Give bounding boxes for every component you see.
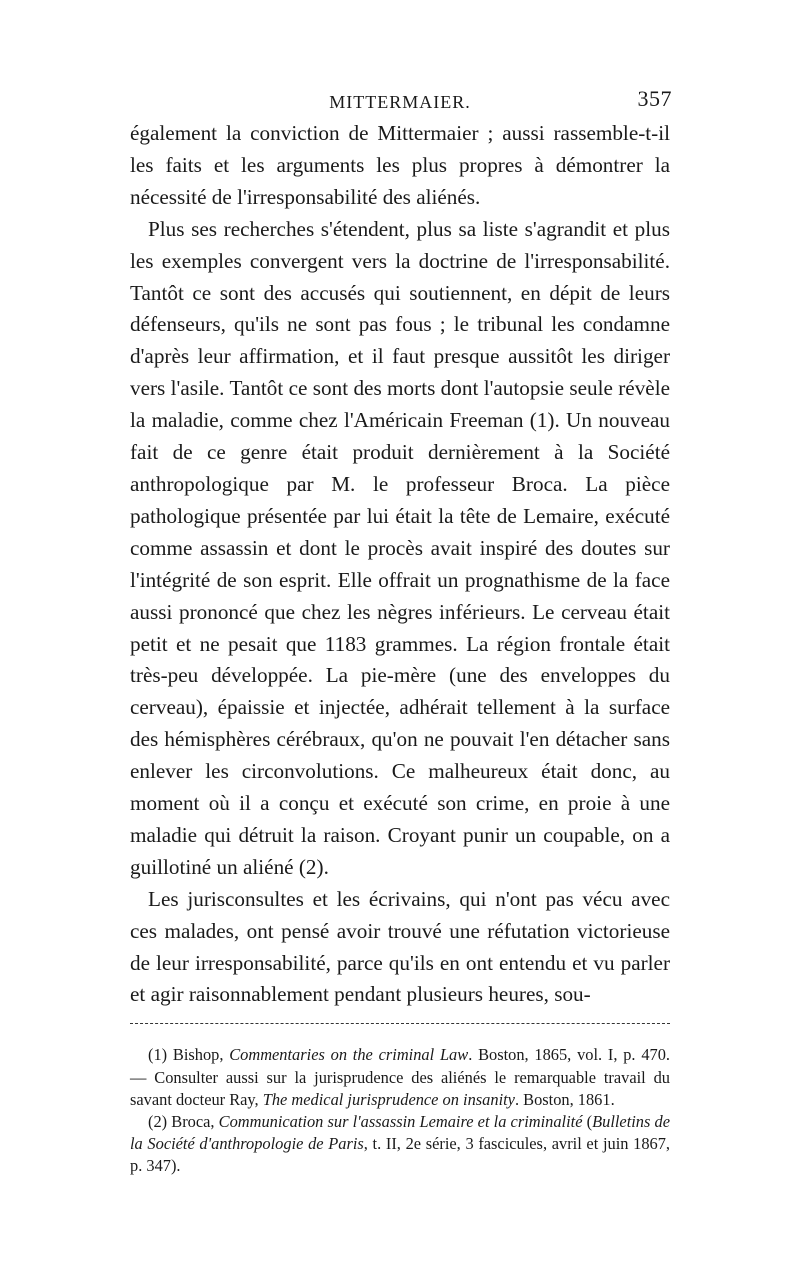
footnote-2-paren: ( xyxy=(582,1111,593,1131)
footnote-1 xyxy=(130,1044,670,1111)
footnote-1-details: . Boston, 1865, vol. I, p. 470. — Consulter aussi sur la jurisprudence des aliénés le remarquable travail du savant docteur Ray, xyxy=(130,1045,670,1109)
footnote-2-journal: Bulletins de la Société d'anthropologie de Paris xyxy=(130,1111,671,1154)
footnote-1-title-2: The medical jurisprudence on insanity xyxy=(262,1089,515,1109)
footnote-separator xyxy=(130,1023,670,1024)
footnote-1-title: Commentaries on the criminal Law xyxy=(229,1045,469,1065)
footnote-1-details-2: . Boston, 1861. xyxy=(514,1089,615,1109)
main-text xyxy=(130,118,670,1011)
footnote-1-author: (1) Bishop, xyxy=(148,1045,230,1065)
paragraph-3: Les jurisconsultes et les écrivains, qui n'ont pas vécu avec ces malades, ont pensé avoir trouvé une réfutation victorieuse de leur irresponsabilité, parce qu'ils en ont entendu et vu parler et agir raisonnablement pendant plusieurs heures, sou- xyxy=(130,886,670,1007)
running-head: MITTERMAIER. xyxy=(329,92,471,112)
page-number: 357 xyxy=(637,86,672,111)
page-header xyxy=(130,86,670,118)
book-page xyxy=(130,86,670,1178)
footnote-2-title: Communication sur l'assassin Lemaire et la criminalité xyxy=(218,1111,583,1131)
footnote-2-author: (2) Broca, xyxy=(148,1111,219,1131)
paragraph-1: également la conviction de Mittermaier ; aussi rassemble-t-il les faits et les arguments les plus propres à démontrer la nécessité de l'irresponsabilité des aliénés. xyxy=(130,121,670,209)
paragraph-2: Plus ses recherches s'étendent, plus sa liste s'agrandit et plus les exemples convergent vers la doctrine de l'irresponsabilité. Tantôt ce sont des accusés qui soutiennent, en dépit de leurs défenseurs, qu'ils ne sont pas fous ; le tribunal les condamne d'après leur affirmation, et il faut presque aussitôt les diriger vers l'asile. Tantôt ce sont des morts dont l'autopsie seule révèle la maladie, comme chez l'Américain Freeman (1). Un nouveau fait de ce genre était produit dernièrement à la Société anthropologique par M. le professeur Broca. La pièce pathologique présentée par lui était la tête de Lemaire, exécuté comme assassin et dont le procès avait inspiré des doutes sur l'intégrité de son esprit. Elle offrait un prognathisme de la face aussi prononcé que chez les nègres inférieurs. Le cerveau était petit et ne pesait que 1183 grammes. La région frontale était très-peu développée. La pie-mère (une des enveloppes du cerveau), épaissie et injectée, adhérait tellement à la surface des hémisphères cérébraux, qu'on ne pouvait l'en détacher sans enlever les circonvolutions. Ce malheureux était donc, au moment où il a conçu et exécuté son crime, en proie à une maladie qui détruit la raison. Croyant punir un coupable, on a guillotiné un aliéné (2). xyxy=(130,216,670,879)
footnotes xyxy=(130,1044,670,1177)
footnote-2 xyxy=(130,1111,670,1178)
footnote-2-details: , t. II, 2e série, 3 fascicules, avril et juin 1867, p. 347). xyxy=(130,1134,671,1176)
